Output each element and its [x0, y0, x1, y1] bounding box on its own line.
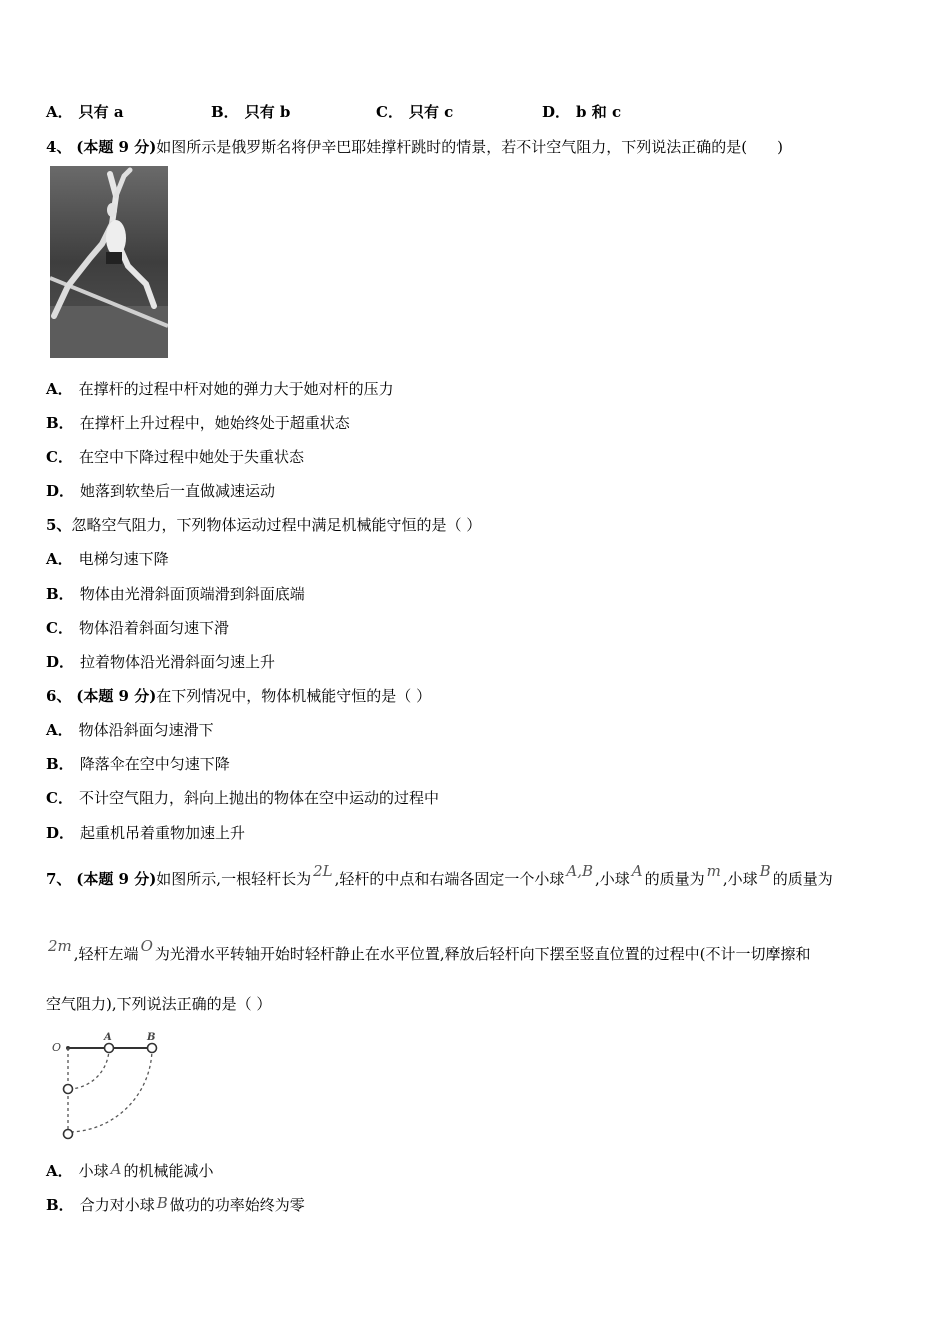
label-b: B: [147, 1032, 156, 1043]
q4-stem: 4、 (本题 9 分)如图所示是俄罗斯名将伊辛巴耶娃撑杆跳时的情景，若不计空气阻力，下列说法正确的是( ): [46, 138, 784, 156]
q7-stem-line-3: 空气阻力),下列说法正确的是（ ）: [46, 995, 272, 1013]
q6-option-c: C． 不计空气阻力，斜向上抛出的物体在空中运动的过程中: [46, 789, 439, 807]
arc-a: [68, 1048, 109, 1089]
ball-b-final: [64, 1130, 73, 1139]
label-o: O: [52, 1041, 62, 1054]
q7-stem-line-2: 2m ,轻杆左端 O 为光滑水平转轴开始时轻杆静止在水平位置,释放后轻杆向下摆至竖直位置的过程中(不计一切摩擦和: [48, 937, 811, 963]
q4-option-d: D． 她落到软垫后一直做减速运动: [46, 482, 276, 500]
ball-b: [148, 1044, 157, 1053]
q5-stem: 5、忽略空气阻力，下列物体运动过程中满足机械能守恒的是（ ）: [46, 516, 482, 534]
q6-option-d: D． 起重机吊着重物加速上升: [46, 824, 246, 842]
arc-b: [68, 1048, 152, 1132]
q7-option-a: A． 小球 A 的机械能减小: [46, 1160, 214, 1180]
q4-option-a: A． 在撑杆的过程中杆对她的弹力大于她对杆的压力: [46, 380, 394, 398]
q5-option-d: D． 拉着物体沿光滑斜面匀速上升: [46, 653, 276, 671]
q7-option-b: B． 合力对小球 B 做功的功率始终为零: [46, 1194, 305, 1214]
rod-pendulum-diagram: [46, 1028, 166, 1146]
pole-vault-illustration: [50, 166, 168, 358]
q6-option-a: A． 物体沿斜面匀速滑下: [46, 721, 214, 739]
q4-option-b: B． 在撑杆上升过程中，她始终处于超重状态: [46, 414, 350, 432]
q6-option-b: B． 降落伞在空中匀速下降: [46, 755, 230, 773]
q5-option-b: B． 物体由光滑斜面顶端滑到斜面底端: [46, 585, 305, 603]
q6-stem: 6、 (本题 9 分)在下列情况中，物体机械能守恒的是（ ）: [46, 687, 432, 705]
q3-option-d: D． b 和 c: [542, 103, 622, 121]
q3-option-a: A． 只有 a: [46, 103, 124, 121]
q7-stem-line-1: 7、 (本题 9 分)如图所示,一根轻杆长为 2L ,轻杆的中点和右端各固定一个小球 A,B ,小球 A 的质量为 m ,小球 B 的质量为: [46, 862, 833, 888]
q5-option-a: A． 电梯匀速下降: [46, 550, 169, 568]
ball-a: [105, 1044, 114, 1053]
label-a: A: [104, 1032, 112, 1043]
q3-option-c: C． 只有 c: [376, 103, 454, 121]
q5-option-c: C． 物体沿着斜面匀速下滑: [46, 619, 229, 637]
q3-option-b: B． 只有 b: [211, 103, 291, 121]
pole-vault-photo: [50, 166, 168, 358]
ball-a-final: [64, 1085, 73, 1094]
q4-option-c: C． 在空中下降过程中她处于失重状态: [46, 448, 304, 466]
